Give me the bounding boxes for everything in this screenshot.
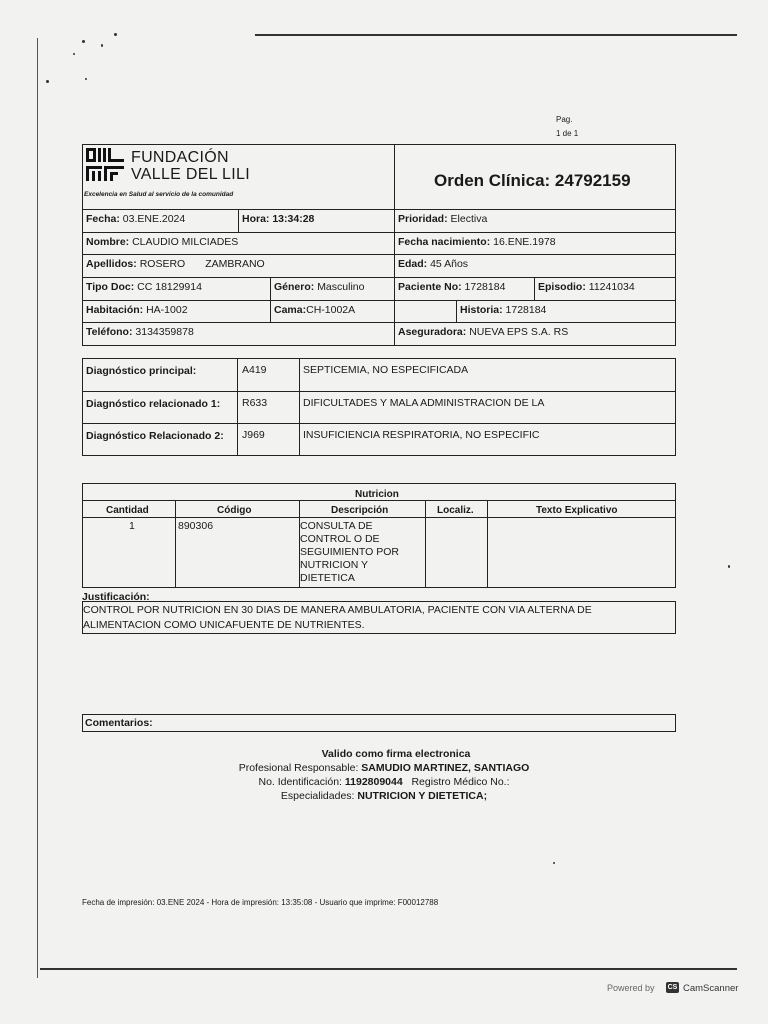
valid-signature: Valido como firma electronica bbox=[321, 748, 471, 760]
speck bbox=[114, 33, 117, 36]
desc-line: DIETETICA bbox=[300, 572, 355, 584]
row-line bbox=[82, 517, 676, 518]
speck bbox=[46, 80, 49, 83]
diag-principal-code: A419 bbox=[242, 364, 267, 376]
watermark-powered: Powered by bbox=[607, 983, 655, 993]
genero-field: Género: Masculino bbox=[274, 281, 365, 293]
logo-icon bbox=[84, 146, 128, 186]
col-cantidad: Cantidad bbox=[106, 505, 149, 516]
row-line bbox=[82, 322, 676, 323]
apellidos-field: Apellidos: ROSERO ZAMBRANO bbox=[86, 258, 265, 270]
episodio-field: Episodio: 11241034 bbox=[538, 281, 635, 293]
desc-line: CONSULTA DE bbox=[300, 520, 373, 532]
speck bbox=[73, 53, 75, 55]
comments-label: Comentarios: bbox=[85, 717, 153, 729]
speck bbox=[82, 40, 85, 43]
diag-rel2-code: J969 bbox=[242, 429, 265, 441]
justification-line1: CONTROL POR NUTRICION EN 30 DIAS DE MANERA AMBULATORIA, PACIENTE CON VIA ALTERNA DE bbox=[83, 604, 592, 616]
row-line bbox=[82, 277, 676, 278]
row-cantidad: 1 bbox=[129, 520, 135, 532]
col-line bbox=[456, 300, 457, 322]
diag-rel1-label: Diagnóstico relacionado 1: bbox=[86, 398, 221, 410]
col-line bbox=[238, 209, 239, 232]
nutrition-title: Nutricion bbox=[355, 489, 399, 500]
col-line bbox=[534, 277, 535, 300]
speck bbox=[85, 78, 87, 80]
paciente-field: Paciente No: 1728184 bbox=[398, 281, 506, 293]
col-texto: Texto Explicativo bbox=[536, 505, 618, 516]
row-line bbox=[82, 300, 676, 301]
print-info: Fecha de impresión: 03.ENE 2024 - Hora de impresión: 13:35:08 - Usuario que imprime: F00012788 bbox=[82, 898, 439, 907]
desc-line: SEGUIMIENTO POR bbox=[300, 546, 399, 558]
header-divider bbox=[394, 144, 395, 345]
signature-block bbox=[0, 747, 768, 803]
telefono-field: Teléfono: 3134359878 bbox=[86, 326, 194, 338]
aseguradora-field: Aseguradora: NUEVA EPS S.A. RS bbox=[398, 326, 569, 338]
row-line bbox=[82, 254, 676, 255]
diag-rel2-desc: INSUFICIENCIA RESPIRATORIA, NO ESPECIFIC bbox=[303, 429, 540, 441]
diag-principal-desc: SEPTICEMIA, NO ESPECIFICADA bbox=[303, 364, 469, 376]
scan-left-edge bbox=[37, 38, 38, 978]
hora-field: Hora: 13:34:28 bbox=[242, 213, 315, 225]
row-line bbox=[82, 209, 676, 210]
row-codigo: 890306 bbox=[178, 520, 214, 532]
desc-line: NUTRICION Y bbox=[300, 559, 369, 571]
camscanner-icon: CS bbox=[667, 984, 678, 991]
justification-label: Justificación: bbox=[82, 591, 150, 603]
speck bbox=[553, 862, 555, 864]
col-line bbox=[270, 277, 271, 322]
watermark-brand: CamScanner bbox=[683, 983, 739, 994]
diag-principal-label: Diagnóstico principal: bbox=[86, 365, 197, 377]
nacimiento-field: Fecha nacimiento: 16.ENE.1978 bbox=[398, 236, 556, 248]
col-line bbox=[299, 358, 300, 456]
diag-rel1-code: R633 bbox=[242, 397, 268, 409]
speck bbox=[101, 44, 103, 47]
col-line bbox=[487, 500, 488, 588]
logo-tagline: Excelencia en Salud al servicio de la comunidad bbox=[84, 191, 234, 198]
comments-box bbox=[82, 714, 676, 732]
identification-line: No. Identificación: 1192809044 Registro Médico No.: bbox=[258, 776, 510, 788]
logo-line2: VALLE DEL LILI bbox=[131, 166, 250, 183]
order-title: Orden Clínica: 24792159 bbox=[434, 171, 631, 190]
row-line bbox=[82, 423, 676, 424]
historia-field: Historia: 1728184 bbox=[460, 304, 547, 316]
nombre-field: Nombre: CLAUDIO MILCIADES bbox=[86, 236, 239, 248]
specialties-line: Especialidades: NUTRICION Y DIETETICA; bbox=[280, 790, 488, 802]
col-line bbox=[175, 500, 176, 588]
professional-line: Profesional Responsable: SAMUDIO MARTINEZ, SANTIAGO bbox=[238, 762, 530, 774]
scan-top-edge bbox=[255, 34, 737, 36]
diag-rel1-desc: DIFICULTADES Y MALA ADMINISTRACION DE LA bbox=[303, 397, 545, 409]
diag-rel2-label: Diagnóstico Relacionado 2: bbox=[86, 430, 224, 442]
cama-field: Cama:CH-1002A bbox=[274, 304, 356, 316]
prioridad-field: Prioridad: Electiva bbox=[398, 213, 488, 225]
col-localiz: Localiz. bbox=[437, 505, 474, 516]
row-line bbox=[82, 391, 676, 392]
row-line bbox=[82, 232, 676, 233]
row-descripcion bbox=[300, 520, 399, 585]
edad-field: Edad: 45 Años bbox=[398, 258, 469, 270]
habitacion-field: Habitación: HA-1002 bbox=[86, 304, 188, 316]
col-line bbox=[425, 500, 426, 588]
desc-line: CONTROL O DE bbox=[300, 533, 380, 545]
col-codigo: Código bbox=[217, 505, 252, 516]
fecha-field: Fecha: 03.ENE.2024 bbox=[86, 213, 186, 225]
tipodoc-field: Tipo Doc: CC 18129914 bbox=[86, 281, 202, 293]
speck bbox=[728, 565, 730, 568]
page-label: Pag. bbox=[556, 115, 573, 124]
scan-bottom-edge bbox=[40, 968, 737, 970]
justification-line2: ALIMENTACION COMO UNICAFUENTE DE NUTRIENTES. bbox=[83, 619, 365, 631]
col-descripcion: Descripción bbox=[331, 505, 389, 516]
logo-line1: FUNDACIÓN bbox=[131, 149, 229, 166]
col-line bbox=[237, 358, 238, 456]
page-count: 1 de 1 bbox=[556, 129, 579, 138]
